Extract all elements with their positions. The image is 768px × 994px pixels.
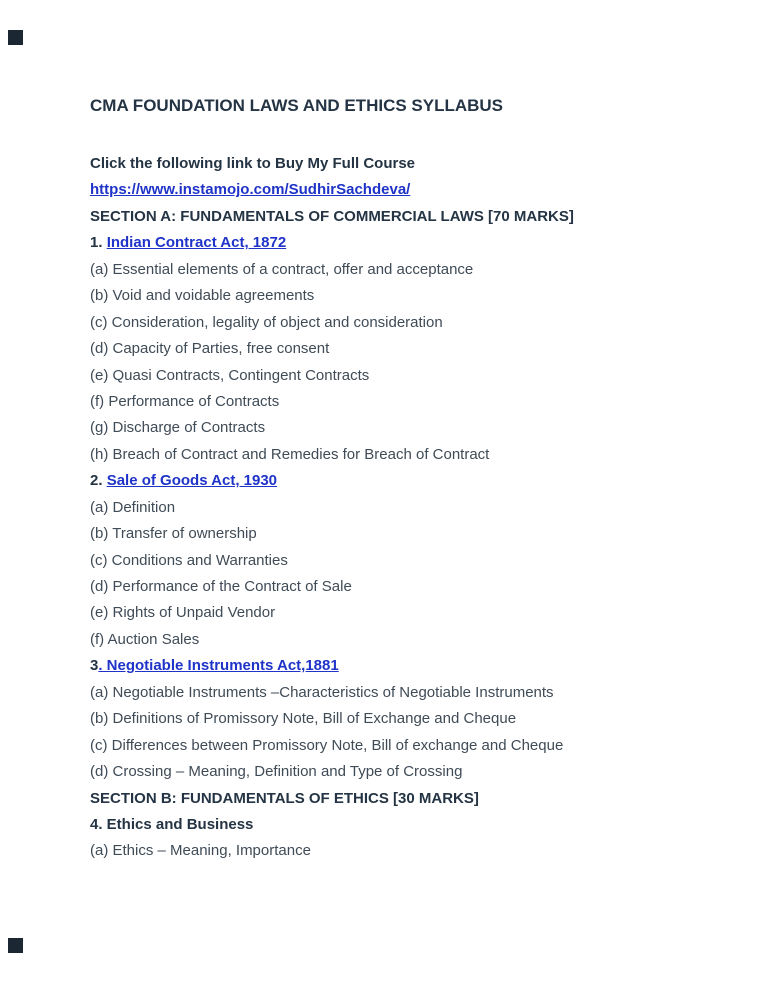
corner-mark-bottom bbox=[8, 938, 23, 953]
syllabus-item: (d) Performance of the Contract of Sale bbox=[90, 578, 352, 595]
syllabus-item: (c) Differences between Promissory Note, Bill of exchange and Cheque bbox=[90, 736, 564, 754]
bold-text-line: 4. Ethics and Business bbox=[90, 815, 254, 833]
syllabus-item: (d) Crossing – Meaning, Definition and Type of Crossing bbox=[90, 763, 463, 781]
list-number: 1. bbox=[90, 234, 107, 252]
syllabus-item: (d) Capacity of Parties, free consent bbox=[90, 340, 330, 358]
act-title-line bbox=[90, 468, 750, 494]
syllabus-item: (e) Quasi Contracts, Contingent Contracts bbox=[90, 366, 370, 384]
document-lines bbox=[90, 151, 750, 865]
syllabus-item: (e) Rights of Unpaid Vendor bbox=[90, 604, 276, 622]
act-title-line bbox=[90, 653, 750, 679]
syllabus-item: (a) Essential elements of a contract, offer and acceptance bbox=[90, 260, 474, 278]
act-link[interactable]: Indian Contract Act, 1872 bbox=[106, 234, 287, 252]
bold-text-line: Click the following link to Buy My Full Course bbox=[90, 155, 416, 172]
syllabus-item: (b) Void and voidable agreements bbox=[90, 287, 315, 305]
section-heading: SECTION A: FUNDAMENTALS OF COMMERCIAL LAWS [70 MARKS] bbox=[90, 207, 574, 225]
syllabus-item: (c) Conditions and Warranties bbox=[90, 551, 288, 569]
syllabus-item: (b) Definitions of Promissory Note, Bill of Exchange and Cheque bbox=[90, 710, 517, 728]
syllabus-item: (a) Definition bbox=[90, 498, 176, 516]
syllabus-item: (a) Ethics – Meaning, Importance bbox=[90, 842, 311, 860]
page-title: CMA FOUNDATION LAWS AND ETHICS SYLLABUS bbox=[90, 96, 504, 115]
syllabus-item: (g) Discharge of Contracts bbox=[90, 419, 266, 437]
instamojo-link[interactable]: https://www.instamojo.com/SudhirSachdeva/ bbox=[90, 181, 411, 199]
syllabus-item: (f) Auction Sales bbox=[90, 630, 200, 648]
syllabus-item: (b) Transfer of ownership bbox=[90, 525, 257, 543]
act-link[interactable]: Sale of Goods Act, 1930 bbox=[106, 472, 278, 490]
syllabus-item: (h) Breach of Contract and Remedies for Breach of Contract bbox=[90, 445, 490, 463]
list-number: 3 bbox=[90, 657, 99, 675]
act-title-line bbox=[90, 230, 750, 256]
syllabus-item: (c) Consideration, legality of object and consideration bbox=[90, 313, 443, 331]
list-number: 2. bbox=[90, 472, 107, 490]
link-line bbox=[90, 177, 750, 203]
syllabus-item: (a) Negotiable Instruments –Characteristics of Negotiable Instruments bbox=[90, 683, 554, 701]
section-heading: SECTION B: FUNDAMENTALS OF ETHICS [30 MARKS] bbox=[90, 789, 479, 807]
corner-mark-top bbox=[8, 30, 23, 45]
syllabus-item: (f) Performance of Contracts bbox=[90, 392, 280, 410]
act-link[interactable]: . Negotiable Instruments Act,1881 bbox=[98, 657, 339, 675]
